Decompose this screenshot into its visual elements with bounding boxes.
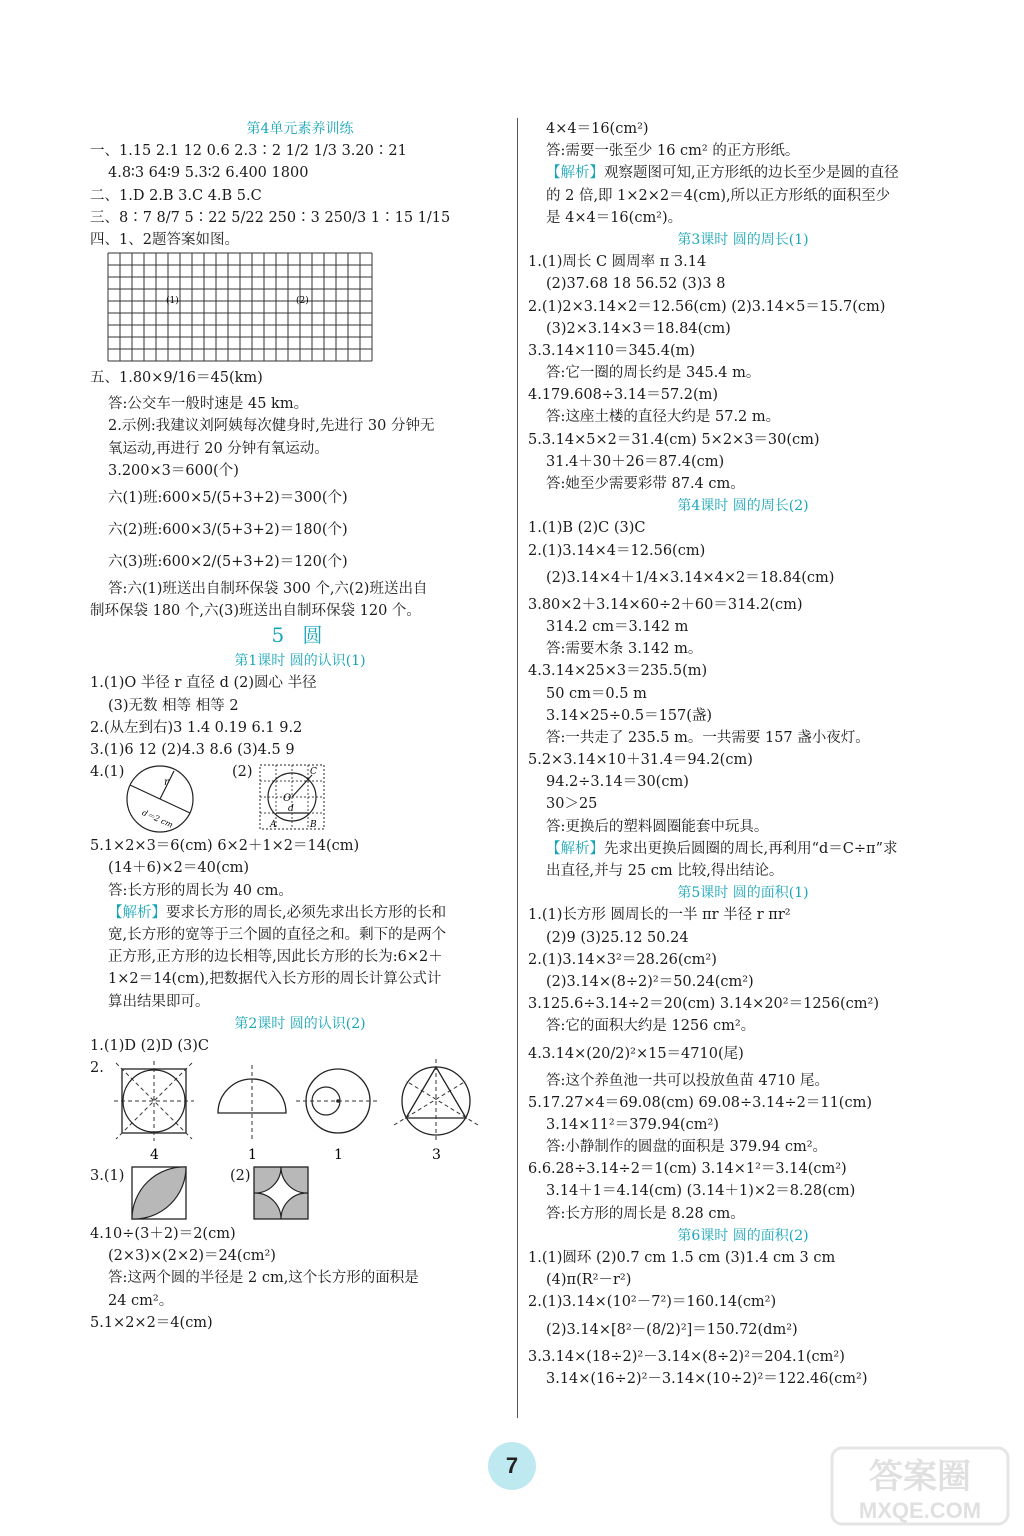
answer-line: (2×3)×(2×2)＝24(cm²) xyxy=(108,1248,276,1265)
answer-line: 30＞25 xyxy=(546,796,598,813)
answer-line: (4)π(R²－r²) xyxy=(546,1272,632,1289)
answer-line: (2)3.14×4＋1/4×3.14×4×2＝18.84(cm) xyxy=(546,569,835,586)
answer-line: 4.(1) xyxy=(90,764,125,781)
page-number: 7 xyxy=(488,1442,536,1490)
answer-line: 3.(1)6 12 (2)4.3 8.6 (3)4.5 9 xyxy=(90,742,295,758)
answer-line: 1.(1)周长 C 圆周率 π 3.14 xyxy=(528,254,707,271)
grid-figure xyxy=(106,251,386,363)
point-b-label: B xyxy=(310,820,317,831)
answer-line: 3.80×2＋3.14×60÷2＋60＝314.2(cm) xyxy=(528,596,803,613)
answer-line: 答:这两个圆的半径是 2 cm,这个长方形的面积是 xyxy=(108,1270,419,1287)
answer-line: 2.(1)2×3.14×2＝12.56(cm) (2)3.14×5＝15.7(cm) xyxy=(528,298,886,315)
answer-line: 5.3.14×5×2＝31.4(cm) 5×2×3＝30(cm) xyxy=(528,431,820,448)
answer-line: (2) xyxy=(232,764,253,781)
answer-line: 答:长方形的周长是 8.28 cm。 xyxy=(546,1205,745,1222)
svg-text:MXQE.COM: MXQE.COM xyxy=(858,1498,982,1523)
answer-line: 314.2 cm＝3.142 m xyxy=(546,618,689,635)
answer-line: 三、8∶7 8/7 5∶22 5/22 250∶3 250/3 1∶15 1/15 xyxy=(90,209,451,226)
answer-line: 3.14×25÷0.5＝157(盏) xyxy=(546,707,713,724)
answer-line: 4×4＝16(cm²) xyxy=(546,121,649,137)
left-column xyxy=(90,118,510,1334)
answer-line: 六(3)班:600×2/(5+3+2)＝120(个) xyxy=(108,553,348,570)
answer-line: 出直径,并与 25 cm 比较,得出结论。 xyxy=(546,863,784,879)
answer-line: 1.(1)D (2)D (3)C xyxy=(90,1037,210,1054)
symmetry-count-4: 3 xyxy=(432,1147,441,1162)
answer-line: 5.1×2×3＝6(cm) 6×2＋1×2＝14(cm) xyxy=(90,838,360,855)
answer-line: 正方形,正方形的边长相等,因此长方形的长为:6×2＋ xyxy=(108,949,443,966)
answer-line: 31.4＋30＋26＝87.4(cm) xyxy=(546,453,725,470)
answer-line: 4.179.608÷3.14＝57.2(m) xyxy=(528,387,719,404)
answer-line: 六(1)班:600×5/(5+3+2)＝300(个) xyxy=(108,489,348,506)
symmetry-count-3: 1 xyxy=(334,1147,343,1162)
answer-line: 答:公交车一般时速是 45 km。 xyxy=(108,396,309,413)
answer-line: 氧运动,再进行 20 分钟有氧运动。 xyxy=(108,440,329,457)
analysis-line: 【解析】要求长方形的周长,必须先求出长方形的长和 xyxy=(108,904,447,921)
right-column xyxy=(528,118,958,1390)
answer-line: 算出结果即可。 xyxy=(108,993,210,1010)
answer-line: (2)37.68 18 56.52 (3)3 8 xyxy=(546,276,726,293)
answer-line: 答:这座土楼的直径大约是 57.2 m。 xyxy=(546,409,781,426)
center-label: O xyxy=(283,793,292,805)
answer-line: 答:小静制作的圆盘的面积是 379.94 cm²。 xyxy=(546,1139,828,1156)
answer-line: 4.3.14×(20/2)²×15＝4710(尾) xyxy=(528,1045,744,1062)
answer-line: 2.(1)3.14×(10²－7²)＝160.14(cm²) xyxy=(528,1294,777,1311)
answer-line: 1.(1)O 半径 r 直径 d (2)圆心 半径 xyxy=(90,675,317,692)
symmetry-figures xyxy=(90,1057,510,1161)
circle-diagram-1 xyxy=(120,763,200,835)
answer-line: 2.(1)3.14×4＝12.56(cm) xyxy=(528,542,706,559)
diameter-label: d＝2 cm xyxy=(140,808,175,830)
answer-line: 宽,长方形的宽等于三个圆的直径之和。剩下的是两个 xyxy=(108,926,447,943)
answer-line: 答:这个养鱼池一共可以投放鱼苗 4710 尾。 xyxy=(546,1072,830,1089)
answer-line: 3.14＋1＝4.14(cm) (3.14＋1)×2＝8.28(cm) xyxy=(546,1183,856,1200)
answer-line: 答:一共走了 235.5 m。一共需要 157 盏小夜灯。 xyxy=(546,729,870,746)
symmetry-diagrams xyxy=(106,1057,506,1161)
chapter-title: 5 圆 xyxy=(271,623,329,648)
answer-line: (3)2×3.14×3＝18.84(cm) xyxy=(546,320,731,337)
answer-line: 5.17.27×4＝69.08(cm) 69.08÷3.14÷2＝11(cm) xyxy=(528,1094,872,1111)
answer-line: 24 cm²。 xyxy=(108,1292,174,1309)
answer-line: 答:长方形的周长为 40 cm。 xyxy=(108,882,293,899)
answer-line: 3.3.14×(18÷2)²－3.14×(8÷2)²＝204.1(cm²) xyxy=(528,1348,845,1365)
lesson-title: 第1课时 圆的认识(1) xyxy=(234,653,366,670)
answer-line: 4.10÷(3＋2)＝2(cm) xyxy=(90,1226,236,1243)
answer-line: 答:更换后的塑料圆圈能套中玩具。 xyxy=(546,818,769,835)
point-c-label: C xyxy=(310,767,317,778)
answer-line: 答:需要木条 3.142 m。 xyxy=(546,641,703,658)
grid-label-2: (2) xyxy=(296,296,309,307)
answer-line: 1.(1)B (2)C (3)C xyxy=(528,520,646,537)
lesson-title: 第3课时 圆的周长(1) xyxy=(677,231,809,248)
answer-line: 2.示例:我建议刘阿姨每次健身时,先进行 30 分钟无 xyxy=(108,418,435,435)
answer-line: 4.3.14×25×3＝235.5(m) xyxy=(528,663,708,680)
answer-line: 六(2)班:600×3/(5+3+2)＝180(个) xyxy=(108,521,348,538)
lesson-title: 第2课时 圆的认识(2) xyxy=(234,1015,366,1032)
answer-line: 3.(1) xyxy=(90,1168,125,1185)
answer-line: 1.(1)圆环 (2)0.7 cm 1.5 cm (3)1.4 cm 3 cm xyxy=(528,1250,836,1266)
answer-line: 4.8∶3 64∶9 5.3∶2 6.400 1800 xyxy=(108,165,309,182)
unit-title: 第4单元素养训练 xyxy=(246,121,354,137)
radius-label: r xyxy=(164,777,169,789)
answer-line: 3.14×(16÷2)²－3.14×(10÷2)²＝122.46(cm²) xyxy=(546,1370,868,1387)
answer-line: 3.125.6÷3.14÷2＝20(cm) 3.14×20²＝1256(cm²) xyxy=(528,996,879,1013)
analysis-line: 【解析】观察题图可知,正方形纸的边长至少是圆的直径 xyxy=(546,165,899,182)
grid-label-1: (1) xyxy=(166,296,179,307)
answer-line: 3.14×11²＝379.94(cm²) xyxy=(546,1116,719,1133)
column-divider xyxy=(517,118,518,1418)
lesson-title: 第6课时 圆的面积(2) xyxy=(677,1227,809,1244)
answer-line: 答:六(1)班送出自制环保袋 300 个,六(2)班送出自 xyxy=(108,580,428,597)
answer-line: (14＋6)×2＝40(cm) xyxy=(108,860,249,877)
answer-line: (2)3.14×[8²－(8/2)²]＝150.72(dm²) xyxy=(546,1321,798,1338)
point-a-label: A xyxy=(270,820,277,831)
answer-line: 五、1.80×9/16＝45(km) xyxy=(90,370,263,387)
symmetry-count-2: 1 xyxy=(248,1147,257,1162)
symmetry-count-1: 4 xyxy=(150,1147,159,1162)
answer-line: 94.2÷3.14＝30(cm) xyxy=(546,774,689,791)
answer-line: 2.(1)3.14×3²＝28.26(cm²) xyxy=(528,951,717,968)
answer-line: 50 cm＝0.5 m xyxy=(546,685,647,702)
answer-line: (2)3.14×(8÷2)²＝50.24(cm²) xyxy=(546,973,754,990)
answer-line: 2. xyxy=(90,1060,104,1077)
analysis-tag: 【解析】 xyxy=(108,904,166,921)
answer-line: 2.(从左到右)3 1.4 0.19 6.1 9.2 xyxy=(90,719,303,736)
answer-line: 1×2＝14(cm),把数据代入长方形的周长计算公式计 xyxy=(108,971,442,988)
shaded-figure-2 xyxy=(252,1165,312,1221)
answer-line: 3.3.14×110＝345.4(m) xyxy=(528,342,696,359)
answer-line: 1.(1)长方形 圆周长的一半 πr 半径 r πr² xyxy=(528,907,791,924)
answer-line: 答:需要一张至少 16 cm² 的正方形纸。 xyxy=(546,143,800,160)
analysis-tag: 【解析】 xyxy=(546,840,604,857)
answer-line: 是 4×4＝16(cm²)。 xyxy=(546,209,683,226)
answer-line: 答:它的面积大约是 1256 cm²。 xyxy=(546,1018,756,1035)
answer-line: 四、1、2题答案如图。 xyxy=(90,231,239,248)
answer-line: 答:它一圈的周长约是 345.4 m。 xyxy=(546,365,761,382)
answer-line: (2) xyxy=(230,1168,251,1185)
answer-line: 3.200×3＝600(个) xyxy=(108,462,239,479)
circle-figures xyxy=(90,761,510,835)
answer-line: 6.6.28÷3.14÷2＝1(cm) 3.14×1²＝3.14(cm²) xyxy=(528,1161,847,1178)
answer-line: 的 2 倍,即 1×2×2＝4(cm),所以正方形纸的面积至少 xyxy=(546,187,891,204)
watermark-logo xyxy=(830,1446,1010,1526)
shaded-figure-1 xyxy=(130,1165,190,1221)
analysis-line: 【解析】先求出更换后圆圈的周长,再利用“d＝C÷π”求 xyxy=(546,840,898,857)
svg-text:答案圈: 答案圈 xyxy=(869,1457,971,1497)
answer-line: (3)无数 相等 相等 2 xyxy=(108,697,239,714)
answer-line: 5.2×3.14×10＋31.4＝94.2(cm) xyxy=(528,752,753,769)
answer-line: (2)9 (3)25.12 50.24 xyxy=(546,929,689,946)
answer-line: 答:她至少需要彩带 87.4 cm。 xyxy=(546,476,745,492)
grid-lines xyxy=(108,253,372,361)
answer-line: 制环保袋 180 个,六(3)班送出自制环保袋 120 个。 xyxy=(90,603,421,620)
lesson-title: 第5课时 圆的面积(1) xyxy=(677,885,809,902)
lesson-title: 第4课时 圆的周长(2) xyxy=(677,498,809,515)
diameter-d-label: d xyxy=(288,804,294,815)
answer-line: 二、1.D 2.B 3.C 4.B 5.C xyxy=(90,187,262,204)
shaded-figures xyxy=(90,1161,510,1223)
analysis-tag: 【解析】 xyxy=(546,165,604,182)
answer-line: 一、1.15 2.1 12 0.6 2.3∶2 1/2 1/3 3.20∶21 xyxy=(90,143,407,160)
circle-diagram-2 xyxy=(256,761,328,833)
answer-line: 5.1×2×2＝4(cm) xyxy=(90,1314,213,1331)
